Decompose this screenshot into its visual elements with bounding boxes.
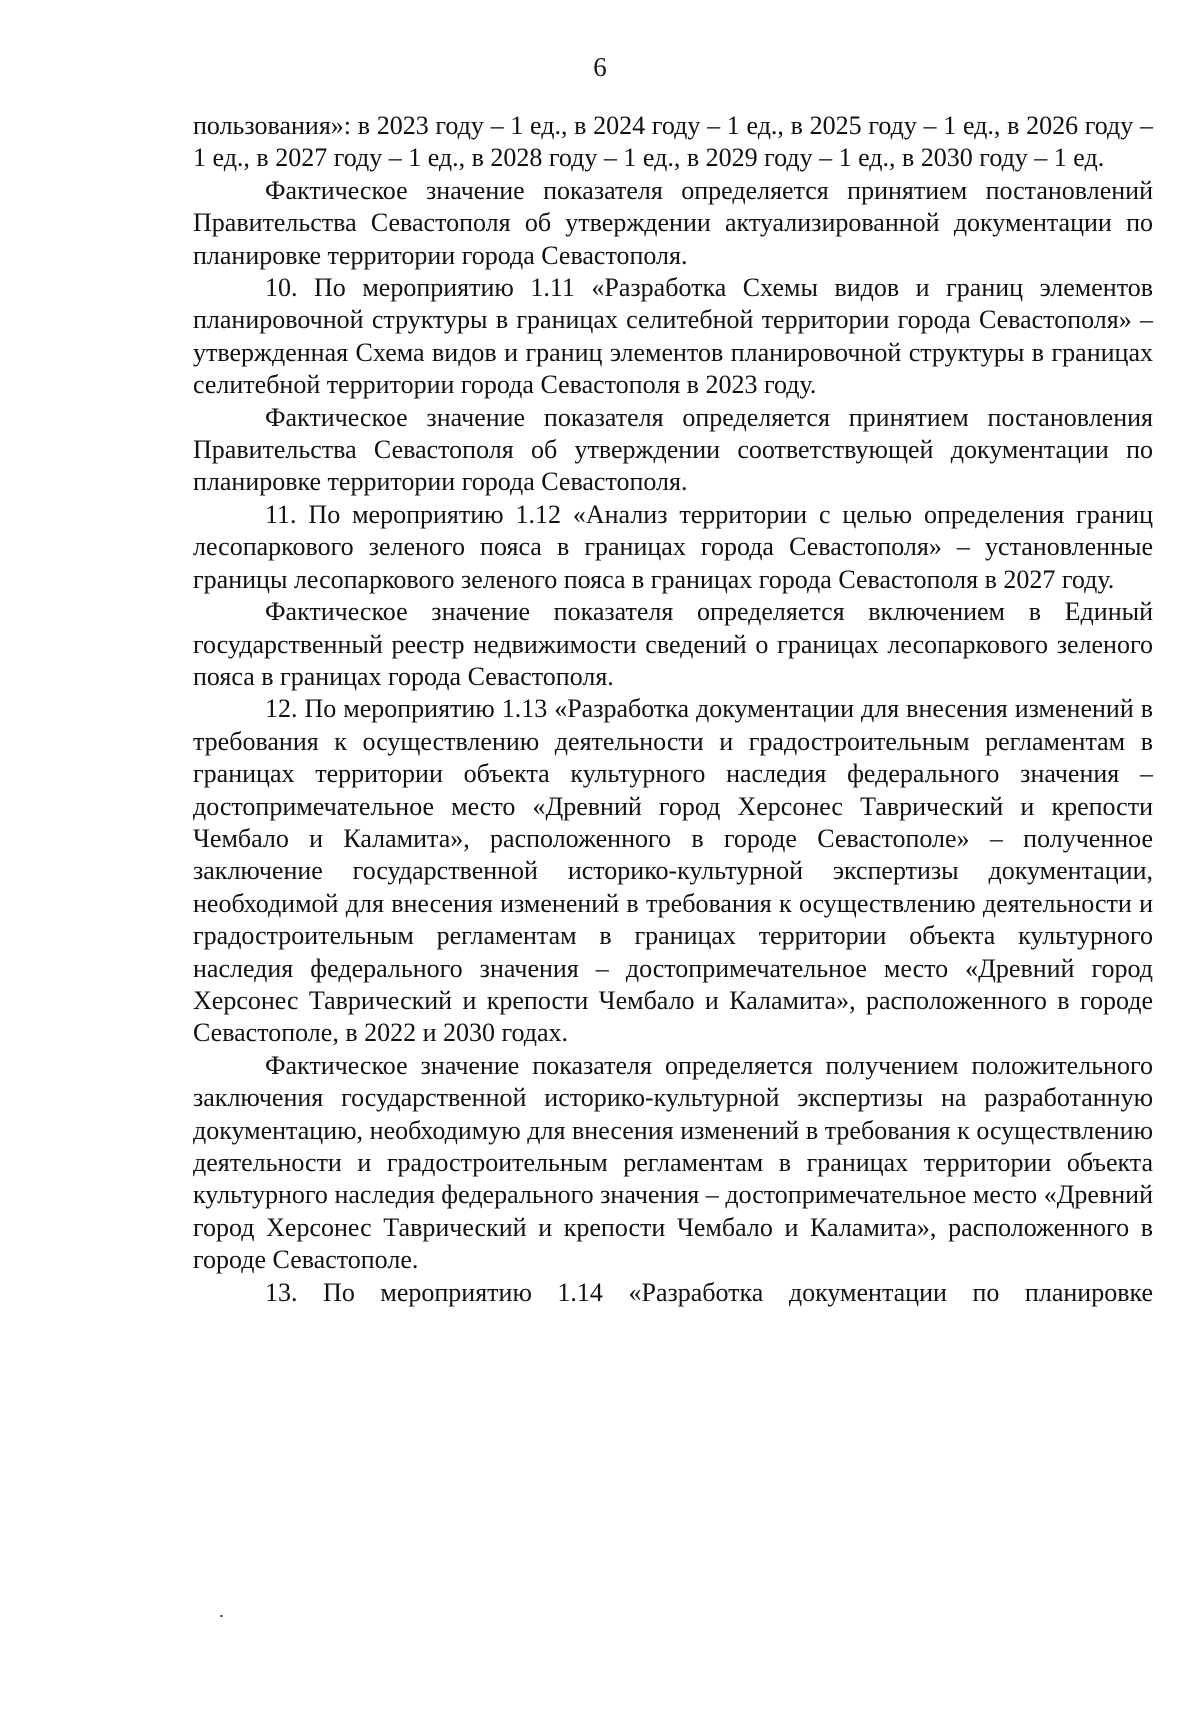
- paragraph-actual-value-1: Фактическое значение показателя определяется принятием постановлений Правительства Севастополя об утверждении актуализированной документации по планировке территории города Севастополя.: [193, 175, 1153, 270]
- scan-speck: [220, 1615, 223, 1617]
- paragraph-actual-value-3: Фактическое значение показателя определяется включением в Единый государственный реестр недвижимости сведений о границах лесопаркового зеленого пояса в границах города Севастополя.: [193, 597, 1153, 691]
- page-number: 6: [593, 52, 607, 82]
- paragraph-item-11: 11. По мероприятию 1.12 «Анализ территории с целью определения границ лесопаркового зеленого пояса в границах города Севастополя» – установленные границы лесопаркового зеленого пояса в границах города Севастополя в 2027 году.: [193, 499, 1153, 594]
- paragraph-actual-value-2: Фактическое значение показателя определяется принятием постановления Правительства Севастополя об утверждении соответствующей документации по планировке территории города Севастополя.: [193, 402, 1153, 497]
- document-body: [193, 110, 1153, 1309]
- paragraph-item-13: 13. По мероприятию 1.14 «Разработка документации по планировке: [265, 1277, 1153, 1307]
- paragraph-item-12: 12. По мероприятию 1.13 «Разработка документации для внесения изменений в требования к осуществлению деятельности и градостроительным регламентам в границах территории объекта культурного наследия федерального значения – достопримечательное место «Древний город Херсонес Таврический и крепости Чембало и Каламита», расположенного в городе Севастополе» – полученное заключение государственной историко-культурной экспертизы документации, необходимой для внесения изменений в требования к осуществлению деятельности и градостроительным регламентам в границах территории объекта культурного наследия федерального значения – достопримечательное место «Древний город Херсонес Таврический и крепости Чембало и Каламита», расположенного в городе Севастополе, в 2022 и 2030 годах.: [193, 694, 1153, 1048]
- paragraph-actual-value-4: Фактическое значение показателя определяется получением положительного заключения государственной историко-культурной экспертизы на разработанную документацию, необходимую для внесения изменений в требования к осуществлению деятельности и градостроительным регламентам в границах территории объекта культурного наследия федерального значения – достопримечательное место «Древний город Херсонес Таврический и крепости Чембало и Каламита», расположенного в городе Севастополе.: [193, 1050, 1153, 1275]
- paragraph-continuation: пользования»: в 2023 году – 1 ед., в 2024 году – 1 ед., в 2025 году – 1 ед., в 2026 году – 1 ед., в 2027 году – 1 ед., в 2028 году – 1 ед., в 2029 году – 1 ед., в 2030 году – 1 ед.: [193, 111, 1153, 173]
- paragraph-item-10: 10. По мероприятию 1.11 «Разработка Схемы видов и границ элементов планировочной структуры в границах селитебной территории города Севастополя» – утвержденная Схема видов и границ элементов планировочной структуры в границах селитебной территории города Севастополя в 2023 году.: [193, 273, 1153, 400]
